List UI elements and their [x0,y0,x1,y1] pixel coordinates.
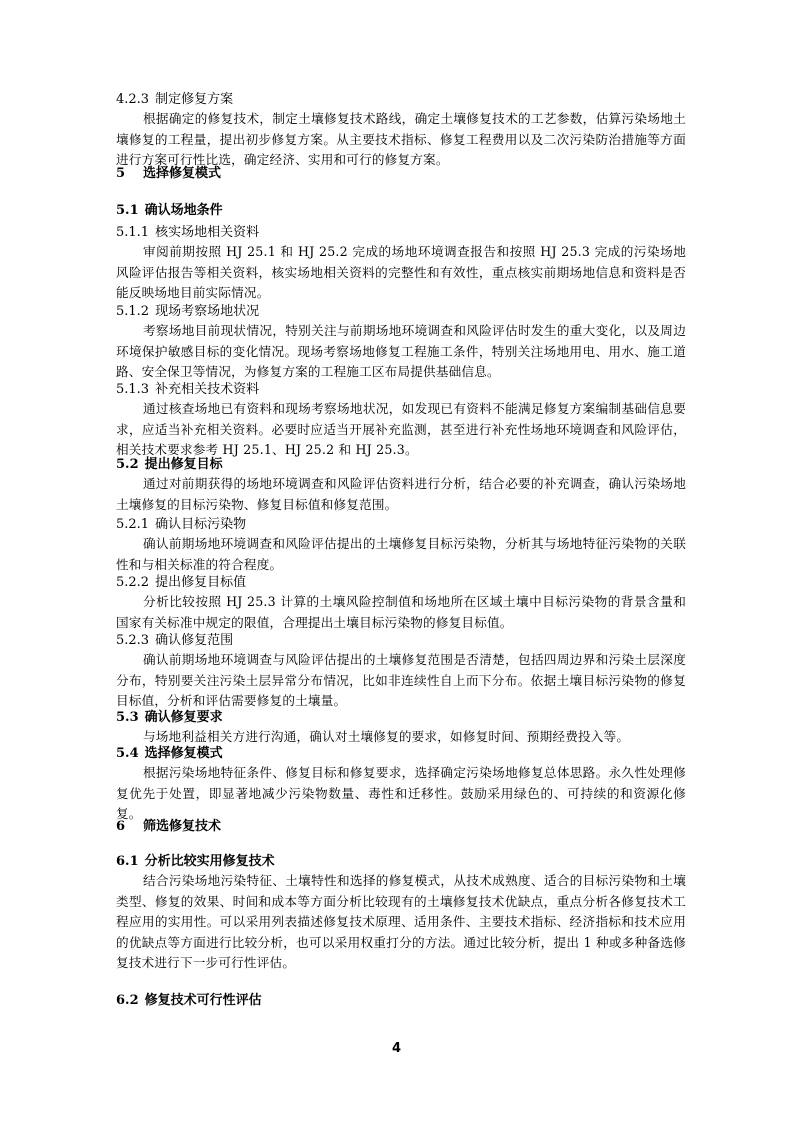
section-4-2-3 [116,91,686,171]
section-5-1-1 [116,224,686,304]
section-6-1 [116,853,686,974]
section-title: 提出修复目标值 [155,575,247,590]
section-5-1-2 [116,303,686,383]
section-number: 5.1 [116,203,139,218]
chapter-heading [116,165,686,183]
section-heading [116,202,686,220]
section-title: 修复技术可行性评估 [144,993,262,1008]
section-heading [116,516,686,534]
section-title: 确认目标污染物 [155,517,247,532]
section-heading [116,91,686,109]
section-paragraph: 考察场地目前现状情况，特别关注与前期场地环境调查和风险评估时发生的重大变化，以及周边环境保护敏感目标的变化情况。现场考察场地修复工程施工条件，特别关注场地用电、用水、施工道路、安全保卫等情况，为修复方案的工程施工区布局提供基础信息。 [116,323,686,379]
section-5-1 [116,202,686,220]
section-5-4 [116,745,686,825]
section-number: 5.4 [116,746,139,761]
section-title: 确认修复要求 [144,710,223,725]
section-paragraph: 结合污染场地污染特征、土壤特性和选择的修复模式，从技术成熟度、适合的目标污染物和土壤类型、修复的效果、时间和成本等方面分析比较现有的土壤修复技术优缺点，重点分析各修复技术工程应用的实用性。可以采用列表描述修复技术原理、适用条件、主要技术指标、经济指标和技术应用的优缺点等方面进行比较分析，也可以采用权重打分的方法。通过比较分析，提出 1 种或多种备选修复技术进行下一步可行性评估。 [116,873,686,970]
section-paragraph: 通过对前期获得的场地环境调查和风险评估资料进行分析，结合必要的补充调查，确认污染场地土壤修复的目标污染物、修复目标值和修复范围。 [116,476,686,512]
section-number: 5.2.3 [116,633,150,648]
section-heading [116,303,686,321]
section-number: 6.1 [116,854,139,869]
section-title: 筛选修复技术 [143,819,222,834]
section-paragraph: 根据污染场地特征条件、修复目标和修复要求，选择确定污染场地修复总体思路。永久性处理修复优先于处置，即显著地减少污染物数量、毒性和迁移性。鼓励采用绿色的、可持续的和资源化修复。 [116,765,686,821]
section-number: 5.2.2 [116,575,150,590]
section-heading [116,456,686,474]
section-number: 5.2 [116,457,139,472]
section-5-1-3 [116,381,686,461]
section-heading [116,745,686,763]
section-5-2 [116,456,686,515]
section-paragraph: 确认前期场地环境调查和风险评估提出的土壤修复目标污染物，分析其与场地特征污染物的关联性和与相关标准的符合程度。 [116,536,686,572]
section-title: 制定修复方案 [155,92,234,107]
section-paragraph: 根据确定的修复技术，制定土壤修复技术路线，确定土壤修复技术的工艺参数，估算污染场地土壤修复的工程量，提出初步修复方案。从主要技术指标、修复工程费用以及二次污染防治措施等方面进行方案可行性比选，确定经济、实用和可行的修复方案。 [116,111,686,167]
section-title: 选择修复模式 [144,746,223,761]
section-title: 确认场地条件 [144,203,223,218]
section-5-2-1 [116,516,686,575]
section-title: 现场考察场地状况 [155,304,260,319]
section-number: 5.1.1 [116,225,150,240]
section-number: 6 [116,819,126,834]
section-5 [116,165,686,183]
section-number: 5.1.2 [116,304,150,319]
section-6-2 [116,992,686,1010]
section-heading [116,574,686,592]
section-title: 分析比较实用修复技术 [144,854,275,869]
chapter-heading [116,818,686,836]
section-5-3 [116,709,686,748]
section-number: 5.1.3 [116,382,150,397]
section-paragraph: 审阅前期按照 HJ 25.1 和 HJ 25.2 完成的场地环境调查报告和按照 HJ 25.3 完成的污染场地风险评估报告等相关资料，核实场地相关资料的完整性和有效性，重点核实前期场地信息和资料是否能反映场地目前实际情况。 [116,244,686,300]
section-5-2-3 [116,632,686,712]
section-title: 补充相关技术资料 [155,382,260,397]
section-heading [116,992,686,1010]
section-paragraph: 与场地利益相关方进行沟通，确认对土壤修复的要求，如修复时间、预期经费投入等。 [143,729,630,744]
section-5-2-2 [116,574,686,633]
section-number: 6.2 [116,993,139,1008]
section-title: 提出修复目标 [144,457,223,472]
section-paragraph: 分析比较按照 HJ 25.3 计算的土壤风险控制值和场地所在区域土壤中目标污染物的背景含量和国家有关标准中规定的限值，合理提出土壤目标污染物的修复目标值。 [116,594,686,630]
section-number: 4.2.3 [116,92,150,107]
section-number: 5 [116,166,126,181]
page-number: 4 [391,1041,402,1056]
section-number: 5.2.1 [116,517,150,532]
section-heading [116,632,686,650]
section-title: 选择修复模式 [143,166,222,181]
section-heading [116,224,686,242]
section-title: 确认修复范围 [155,633,234,648]
section-paragraph: 通过核查场地已有资料和现场考察场地状况，如发现已有资料不能满足修复方案编制基础信息要求，应适当补充相关资料。必要时应适当开展补充监测，甚至进行补充性场地环境调查和风险评估，相关技术要求参考 HJ 25.1、HJ 25.2 和 HJ 25.3。 [116,401,686,457]
section-heading [116,381,686,399]
section-title: 核实场地相关资料 [155,225,260,240]
section-number: 5.3 [116,710,139,725]
section-paragraph: 确认前期场地环境调查与风险评估提出的土壤修复范围是否清楚，包括四周边界和污染土层深度分布，特别要关注污染土层异常分布情况，比如非连续性自上而下分布。依据土壤目标污染物的修复目标值，分析和评估需要修复的土壤量。 [116,652,686,708]
section-6 [116,818,686,836]
section-heading [116,709,686,727]
section-heading [116,853,686,871]
